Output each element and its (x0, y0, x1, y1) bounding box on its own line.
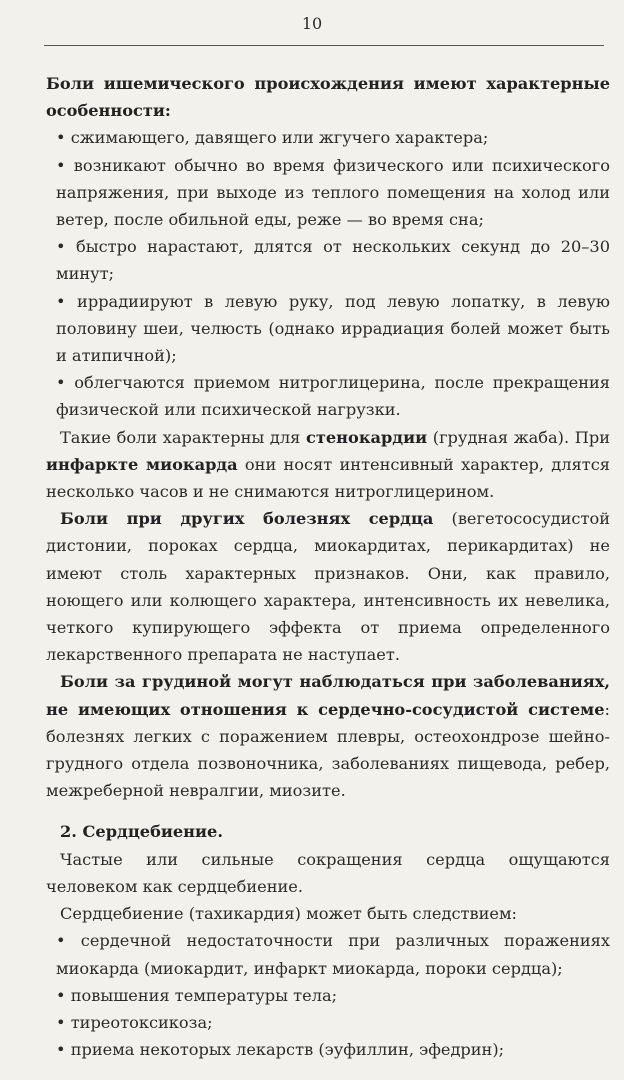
list-item: • сердечной недостаточности при различных поражениях миокарда (миокардит, инфаркт миокарда, пороки сердца); (56, 931, 610, 978)
non-cardiac-pain-paragraph: Боли за грудиной могут наблюдаться при заболеваниях, не имеющих отношения к сердечно-сосудистой системе: болезнях легких с поражением плевры, остеохондрозе шейно-грудного отдела позвоночника, заболеваниях пищевода, ребер, межреберной невралгии, миозите. (46, 672, 610, 801)
list-item: • быстро нарастают, длятся от нескольких секунд до 20–30 минут; (56, 237, 610, 284)
list-item: • сжимающего, давящего или жгучего характера; (56, 128, 489, 148)
page-number: 10 (301, 14, 323, 33)
stenocardia-paragraph: Такие боли характерны для стенокардии (грудная жаба). При инфаркте миокарда они носят интенсивный характер, длятся несколько часов и не снимаются нитроглицерином. (46, 427, 610, 502)
header-rule (44, 45, 604, 46)
list-item: • возникают обычно во время физического или психического напряжения, при выходе из теплого помещения на холод или ветер, после обильной еды, реже — во время сна; (56, 155, 610, 230)
tachycardia-causes-lead: Сердцебиение (тахикардия) может быть следствием: (60, 904, 517, 924)
palpitation-intro: Частые или сильные сокращения сердца ощущаются человеком как сердцебиение. (46, 849, 610, 896)
list-item: • повышения температуры тела; (56, 985, 338, 1005)
list-item: • приема некоторых лекарств (эуфиллин, эфедрин); (56, 1040, 505, 1060)
section-heading: 2. Сердцебиение. (60, 822, 223, 842)
ischemic-pain-heading: Боли ишемического происхождения имеют характерные особенности: (46, 74, 610, 121)
list-item: • облегчаются приемом нитроглицерина, после прекращения физической или психической нагрузки. (56, 373, 610, 420)
page-body (46, 70, 610, 1063)
list-item: • тиреотоксикоза; (56, 1012, 213, 1032)
other-heart-diseases-paragraph: Боли при других болезнях сердца (вегетососудистой дистонии, пороках сердца, миокардитах, перикардитах) не имеют столь характерных признаков. Они, как правило, ноющего или колющего характера, интенсивность их невелика, четкого купирующего эффекта от приема определенного лекарственного препарата не наступает. (46, 509, 610, 665)
list-item: • иррадиируют в левую руку, под левую лопатку, в левую половину шеи, челюсть (однако иррадиация болей может быть и атипичной); (56, 291, 610, 366)
